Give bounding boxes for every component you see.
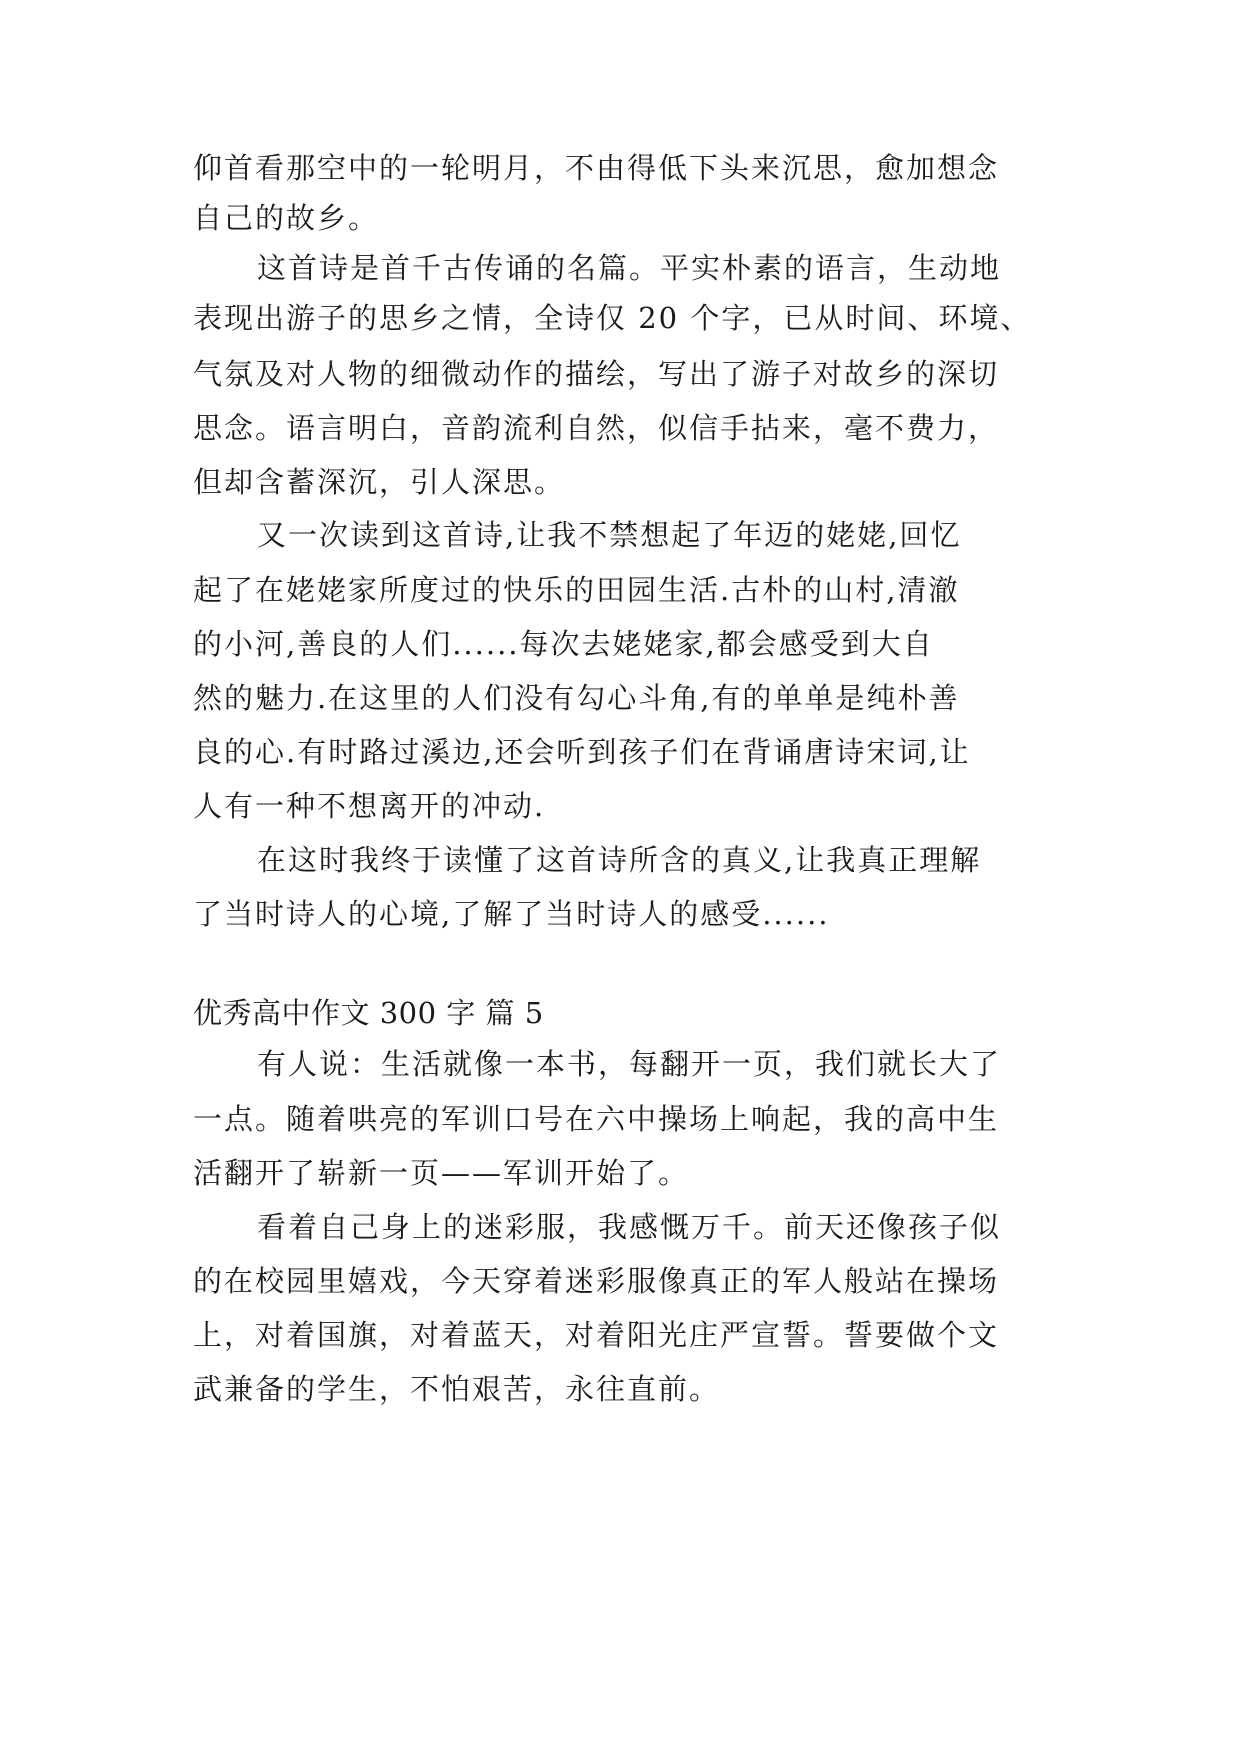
text-line: 表现出游子的思乡之情，全诗仅 20 个字，已从时间、环境、 [193, 301, 1032, 335]
section-heading: 优秀高中作文 300 字 篇 5 [193, 996, 544, 1030]
text-line: 思念。语言明白，音韵流利自然，似信手拈来，毫不费力， [193, 411, 1000, 445]
text-line: 的小河,善良的人们......每次去姥姥家,都会感受到大自 [193, 627, 934, 661]
text-line: 但却含蓄深沉，引人深思。 [193, 465, 566, 499]
text-line: 气氛及对人物的细微动作的描绘，写出了游子对故乡的深切 [193, 357, 1000, 391]
text-line: 仰首看那空中的一轮明月，不由得低下头来沉思，愈加想念 [193, 151, 1000, 185]
text-line: 活翻开了崭新一页——军训开始了。 [193, 1156, 690, 1190]
text-line: 起了在姥姥家所度过的快乐的田园生活.古朴的山村,清澈 [193, 573, 960, 607]
paragraph-first-line: 这首诗是首千古传诵的名篇。平实朴素的语言，生动地 [257, 251, 1002, 285]
text-line: 上，对着国旗，对着蓝天，对着阳光庄严宣誓。誓要做个文 [193, 1318, 1000, 1352]
text-line: 一点。随着哄亮的军训口号在六中操场上响起，我的高中生 [193, 1102, 1000, 1136]
text-line: 良的心.有时路过溪边,还会听到孩子们在背诵唐诗宋词,让 [193, 735, 971, 769]
text-line: 然的魅力.在这里的人们没有勾心斗角,有的单单是纯朴善 [193, 681, 960, 715]
paragraph-first-line: 看着自己身上的迷彩服，我感慨万千。前天还像孩子似 [257, 1210, 1002, 1244]
text-line: 人有一种不想离开的冲动. [193, 789, 546, 823]
text-line: 的在校园里嬉戏，今天穿着迷彩服像真正的军人般站在操场 [193, 1264, 1000, 1298]
text-line: 了当时诗人的心境,了解了当时诗人的感受...... [193, 897, 830, 931]
text-line: 武兼备的学生，不怕艰苦，永往直前。 [193, 1372, 721, 1406]
paragraph-first-line: 有人说：生活就像一本书，每翻开一页，我们就长大了 [257, 1047, 1002, 1081]
text-line: 自己的故乡。 [193, 201, 380, 235]
paragraph-first-line: 又一次读到这首诗,让我不禁想起了年迈的姥姥,回忆 [257, 518, 962, 552]
paragraph-first-line: 在这时我终于读懂了这首诗所含的真义,让我真正理解 [257, 843, 982, 877]
